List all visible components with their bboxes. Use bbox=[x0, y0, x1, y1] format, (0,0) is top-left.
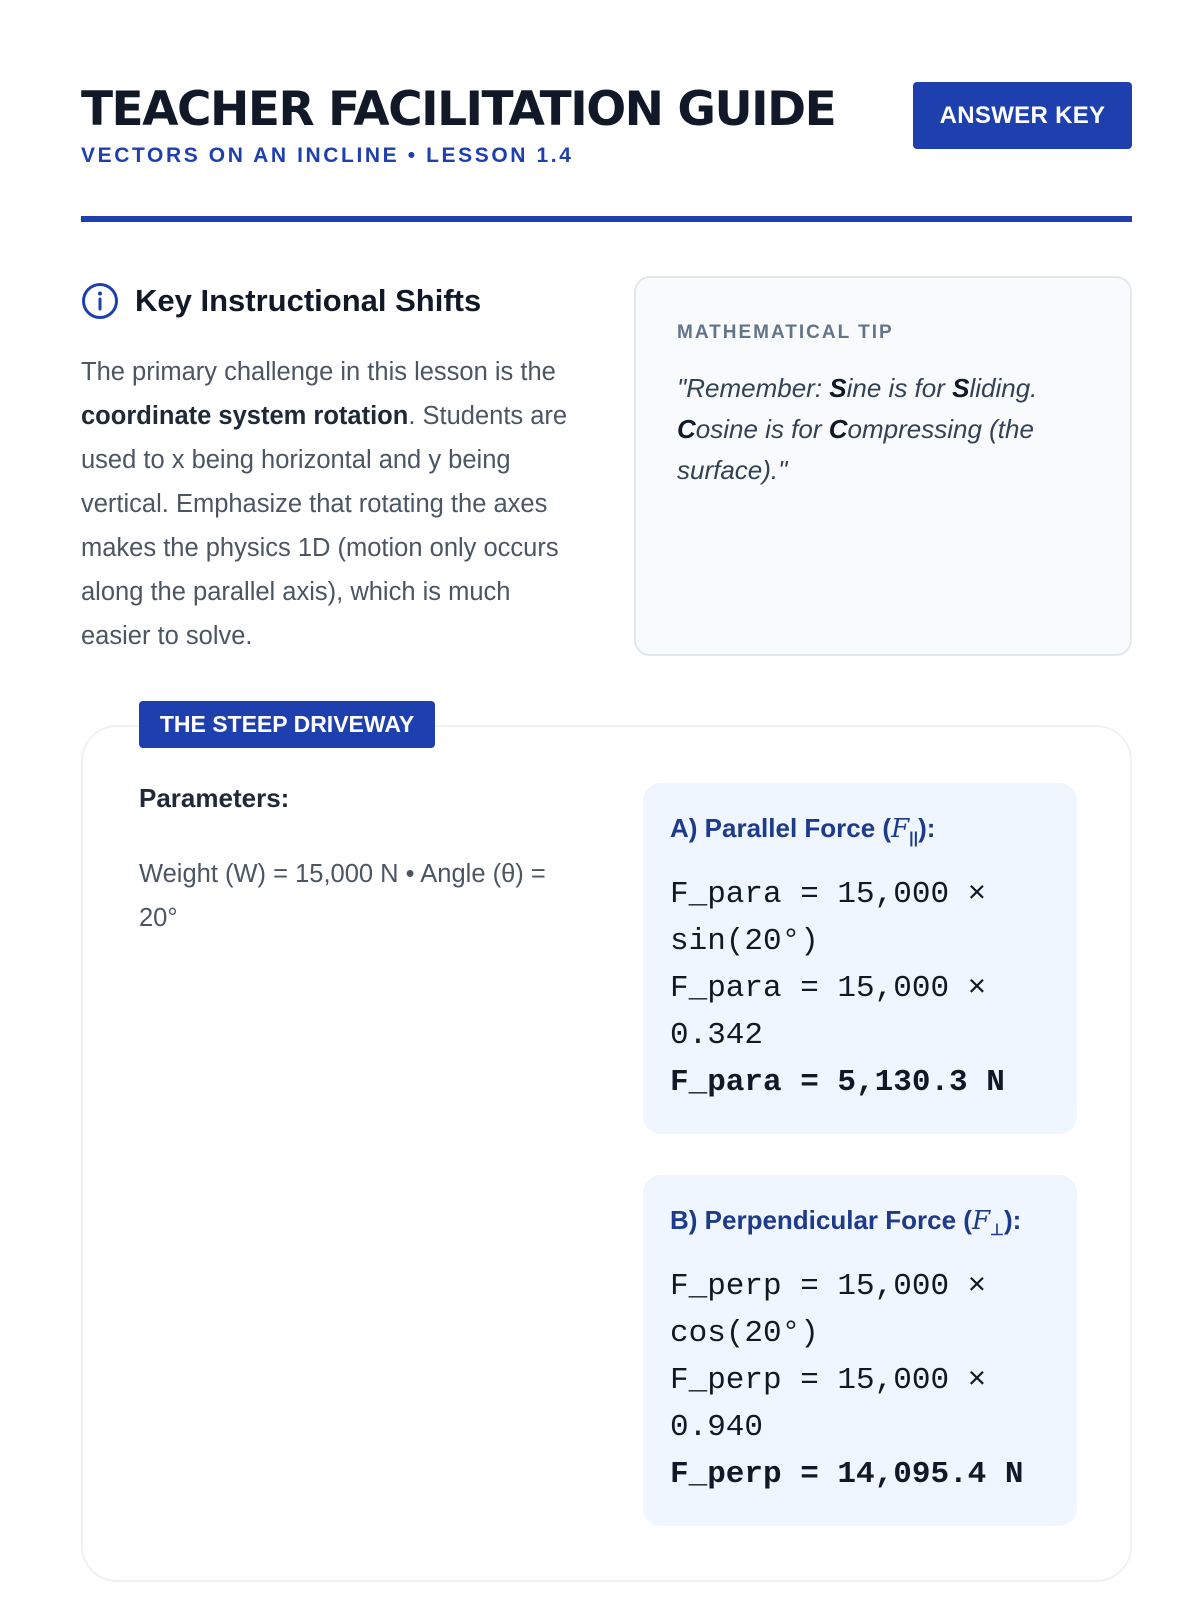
perpendicular-force-title: B) Perpendicular Force $(F_\perp)$: bbox=[670, 1205, 1022, 1240]
parallel-force-work bbox=[670, 871, 1070, 1106]
perpendicular-force-box bbox=[643, 1175, 1077, 1526]
mathematical-tip-card bbox=[634, 276, 1132, 656]
perpendicular-result: F_perp = 14,095.4 N bbox=[670, 1457, 1024, 1492]
problem-tag: THE STEEP DRIVEWAY bbox=[139, 701, 435, 748]
parallel-result: F_para = 5,130.3 N bbox=[670, 1065, 1005, 1100]
answer-key-button[interactable]: ANSWER KEY bbox=[913, 82, 1132, 149]
perpendicular-step-2: F_perp = 15,000 × 0.940 bbox=[670, 1363, 987, 1445]
perpendicular-step-1: F_perp = 15,000 × cos(20°) bbox=[670, 1269, 987, 1351]
key-instructional-shifts bbox=[81, 278, 581, 658]
info-circle-icon bbox=[81, 282, 119, 320]
shifts-body: The primary challenge in this lesson is the coordinate system rotation. Students are used to x being horizontal and y being vertical. Emphasize that rotating the axes makes the physics 1D (motion only occurs along the parallel axis), which is much easier to solve. bbox=[81, 358, 568, 650]
parameters-label: Parameters: bbox=[139, 783, 290, 813]
shifts-title: Key Instructional Shifts bbox=[135, 283, 482, 318]
parallel-step-1: F_para = 15,000 × sin(20°) bbox=[670, 877, 987, 959]
parameters-text: Weight (W) = 15,000 N • Angle (θ) = 20° bbox=[139, 860, 546, 932]
page-header bbox=[81, 80, 1132, 224]
perpendicular-force-work bbox=[670, 1263, 1070, 1498]
tip-label: MATHEMATICAL TIP bbox=[677, 322, 894, 343]
parallel-force-title: A) Parallel Force $(F_{||})$: bbox=[670, 813, 936, 848]
parallel-force-box bbox=[643, 783, 1077, 1134]
page-subtitle: VECTORS ON AN INCLINE • LESSON 1.4 bbox=[81, 144, 574, 167]
page-title: TEACHER FACILITATION GUIDE bbox=[81, 82, 836, 137]
shifts-heading bbox=[81, 278, 581, 324]
parallel-step-2: F_para = 15,000 × 0.342 bbox=[670, 971, 987, 1053]
shifts-emphasis: coordinate system rotation bbox=[81, 402, 409, 430]
tip-quote: "Remember: Sine is for Sliding. Cosine is for Compressing (the surface)." bbox=[677, 373, 1038, 485]
header-divider bbox=[81, 216, 1132, 222]
